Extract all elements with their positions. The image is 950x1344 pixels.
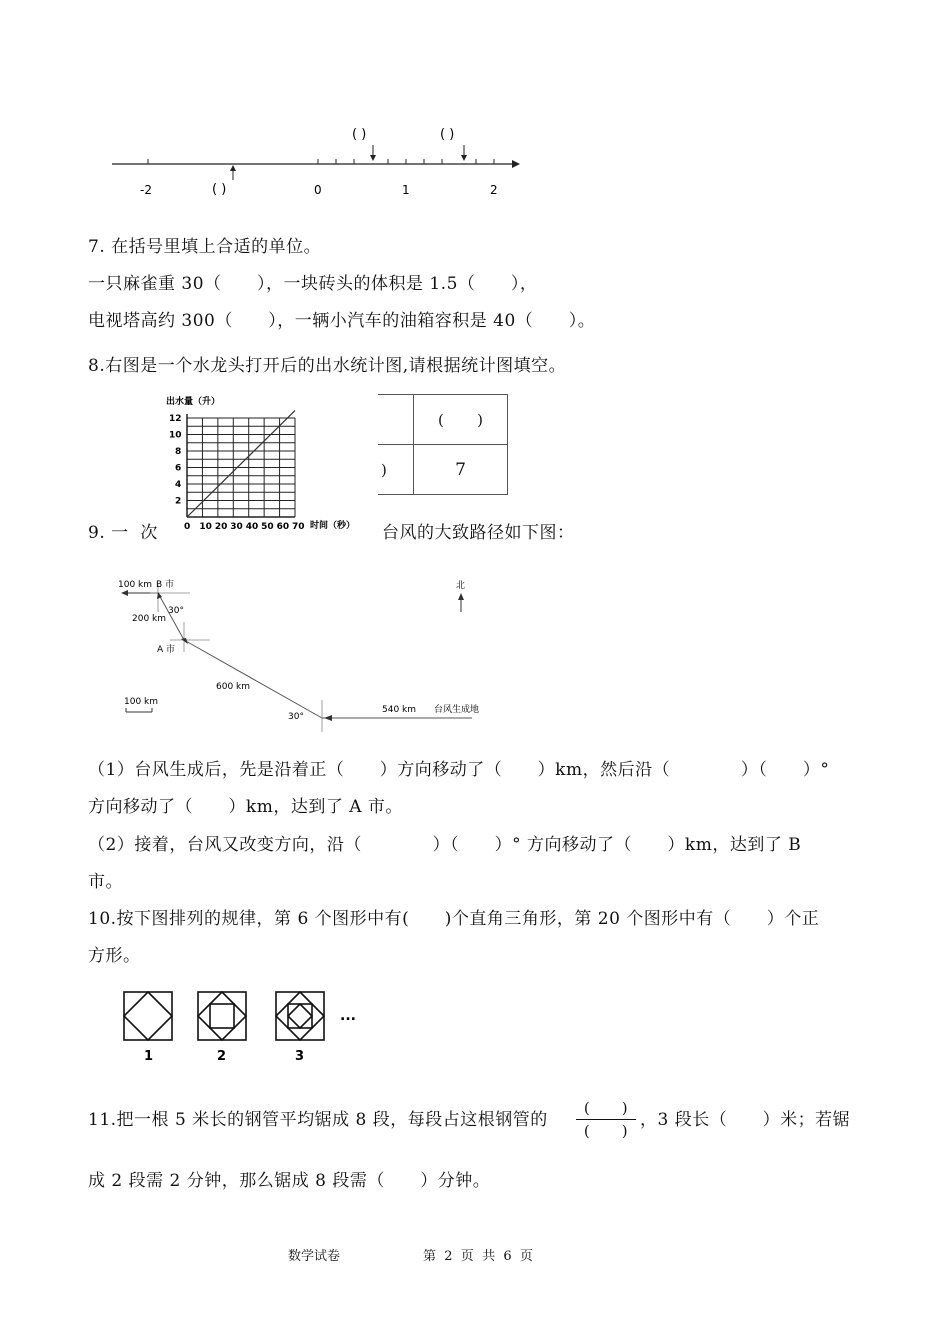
blank[interactable]: ( ) xyxy=(352,127,367,142)
fraction-denominator[interactable]: ( ) xyxy=(583,1122,629,1140)
y-tick-label: 12 xyxy=(169,414,182,424)
x-tick-label: 20 xyxy=(214,522,228,532)
fraction-bar xyxy=(576,1119,636,1120)
q11-line1-a: 11.把一根 5 米长的钢管平均锯成 8 段，每段占这根钢管的 xyxy=(88,1110,548,1130)
y-tick-label: 2 xyxy=(175,496,182,507)
q7-line2: 电视塔高约 300（ ），一辆小汽车的油箱容积是 40（ ）。 xyxy=(88,311,596,331)
y-axis-label: 出水量（升） xyxy=(166,397,221,407)
x-tick-label: 0 xyxy=(184,522,191,532)
fraction-numerator[interactable]: ( ) xyxy=(583,1099,629,1117)
ellipsis: ... xyxy=(340,1008,356,1024)
q9-title-right: 台风的大致路径如下图： xyxy=(382,523,575,543)
x-tick-label: 40 xyxy=(245,522,259,532)
y-tick-label: 6 xyxy=(175,463,182,474)
table-cell-top-left xyxy=(378,394,414,445)
table-cell-top-right[interactable] xyxy=(413,394,508,445)
table-cell-bottom-right xyxy=(413,444,508,495)
table-left-text: ) xyxy=(381,460,387,479)
q9-part2-line1: （2）接着，台风又改变方向，沿（ ）（ ）° 方向移动了（ ）km，达到了 B xyxy=(88,835,802,855)
figure-label: 1 xyxy=(144,1049,154,1064)
q7-title: 7. 在括号里填上合适的单位。 xyxy=(88,237,322,257)
blank[interactable]: ( ) xyxy=(440,127,455,142)
tick-label: 1 xyxy=(402,183,410,197)
footer-subject: 数学试卷 xyxy=(288,1249,341,1264)
q10-line2: 方形。 xyxy=(88,946,141,966)
typhoon-path-map xyxy=(110,572,510,742)
b-city-label: B 市 xyxy=(156,580,175,590)
x-tick-label: 60 xyxy=(276,522,290,532)
origin-label: 台风生成地 xyxy=(434,705,480,715)
x-tick-label: 10 xyxy=(199,522,212,532)
b-distance-label: 100 km xyxy=(118,580,153,590)
x-tick-label: 70 xyxy=(292,522,305,532)
tick-label: -2 xyxy=(140,183,152,197)
blank[interactable]: ( ) xyxy=(212,182,227,197)
q9-part1-line2: 方向移动了（ ）km，达到了 A 市。 xyxy=(88,797,403,817)
table-blank[interactable]: ( ) xyxy=(437,410,484,429)
q9-title-left: 9. 一 次 xyxy=(88,523,158,543)
pattern-figures xyxy=(118,988,378,1068)
number-line xyxy=(100,115,530,205)
q7-line1: 一只麻雀重 30（ ），一块砖头的体积是 1.5（ ）， xyxy=(88,274,538,294)
q9-part1-line1: （1）台风生成后，先是沿着正（ ）方向移动了（ ）km，然后沿（ ）（ ）° xyxy=(88,760,830,780)
figure-label: 2 xyxy=(217,1049,227,1064)
fraction xyxy=(574,1098,638,1141)
x-tick-label: 50 xyxy=(261,522,274,532)
table-cell-bottom-left xyxy=(378,444,414,495)
tick-label: 2 xyxy=(490,183,498,197)
q8-title: 8.右图是一个水龙头打开后的出水统计图,请根据统计图填空。 xyxy=(88,356,567,376)
angle-top-label: 30° xyxy=(168,606,184,616)
y-tick-label: 8 xyxy=(175,447,182,457)
q9-part2-line2: 市。 xyxy=(88,872,123,892)
footer-page: 第 2 页 共 6 页 xyxy=(423,1249,533,1264)
scale-label: 100 km xyxy=(124,697,159,707)
table-value: 7 xyxy=(455,459,466,480)
angle-bottom-label: 30° xyxy=(288,712,304,722)
north-label: 北 xyxy=(456,581,466,591)
x-axis-label: 时间（秒） xyxy=(310,521,356,531)
540km-label: 540 km xyxy=(382,705,417,715)
q11-line1-b: ，3 段长（ ）米；若锯 xyxy=(640,1110,851,1130)
a-city-label: A 市 xyxy=(157,645,176,655)
q10-line1: 10.按下图排列的规律，第 6 个图形中有( )个直角三角形，第 20 个图形中有（ ）个正 xyxy=(88,909,820,929)
x-tick-label: 30 xyxy=(230,522,243,532)
figure-label: 3 xyxy=(295,1049,305,1064)
water-flow-chart xyxy=(150,392,380,537)
q11-line2: 成 2 段需 2 分钟，那么锯成 8 段需（ ）分钟。 xyxy=(88,1171,491,1191)
200km-label: 200 km xyxy=(132,614,167,624)
y-tick-label: 4 xyxy=(175,480,182,490)
tick-label: 0 xyxy=(314,183,322,197)
600km-label: 600 km xyxy=(216,682,251,692)
y-tick-label: 10 xyxy=(169,430,182,441)
